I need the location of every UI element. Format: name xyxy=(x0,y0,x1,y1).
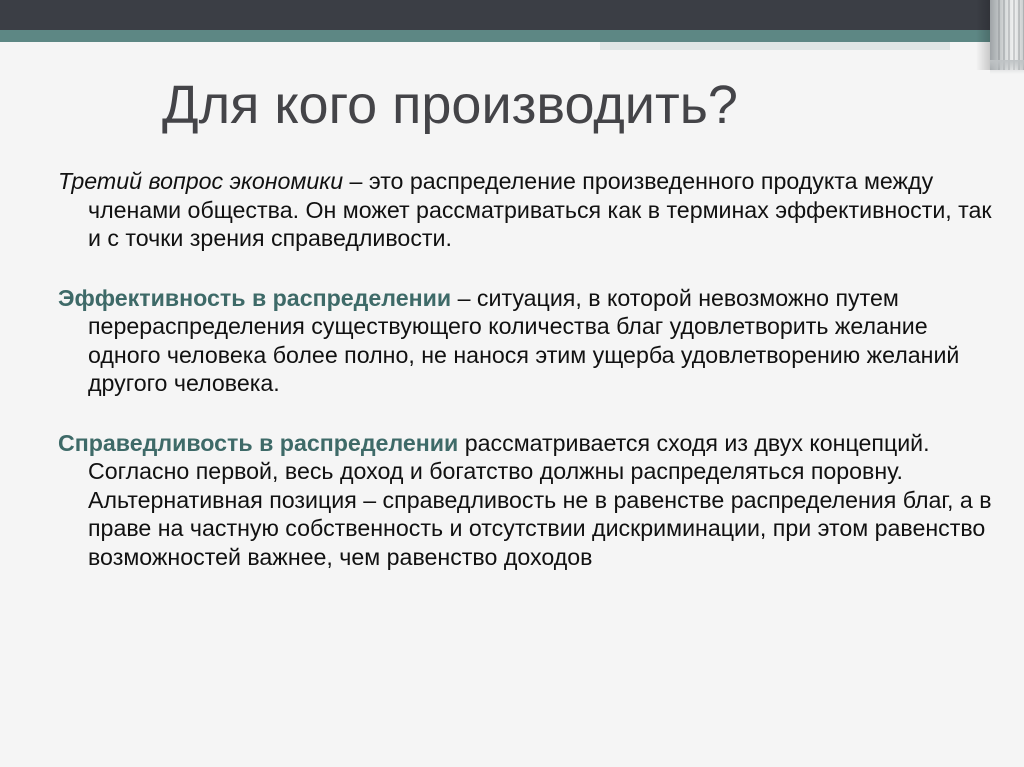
header-dark-bar xyxy=(0,0,1024,30)
page-curl-tip xyxy=(990,60,1024,74)
paragraph-text: – это распределение произведенного продукта между членами общества. Он может рассматриваться как в терминах эффективности, так и с точки зрения справедливости. xyxy=(88,168,992,251)
header-accent-line xyxy=(600,42,950,50)
header-teal-bar xyxy=(0,30,1024,42)
slide-body xyxy=(58,167,998,602)
paragraph-text: рассматривается сходя из двух концепций. Согласно первой, весь доход и богатство должны распределяться поровну. Альтернативная позиция – справедливость не в равенстве распределения благ, а в праве на частную собственность и отсутствии дискриминации, при этом равенство возможностей важнее, чем равенство доходов xyxy=(88,429,992,570)
paragraph-text: – ситуация, в которой невозможно путем перераспределения существующего количества благ удовлетворить желание одного человека более полно, не нанося этим ущерба удовлетворению желаний другого человека. xyxy=(88,284,960,396)
paragraph-third-question xyxy=(58,167,998,253)
paragraph-lead: Третий вопрос экономики xyxy=(58,168,344,194)
paragraph-lead: Эффективность в распределении xyxy=(58,284,452,311)
paragraph-fairness xyxy=(58,429,998,572)
page-curl-shadow xyxy=(976,0,990,70)
paragraph-lead: Справедливость в распределении xyxy=(58,429,459,456)
paragraph-efficiency xyxy=(58,284,998,398)
slide-title: Для кого производить? xyxy=(162,75,738,135)
